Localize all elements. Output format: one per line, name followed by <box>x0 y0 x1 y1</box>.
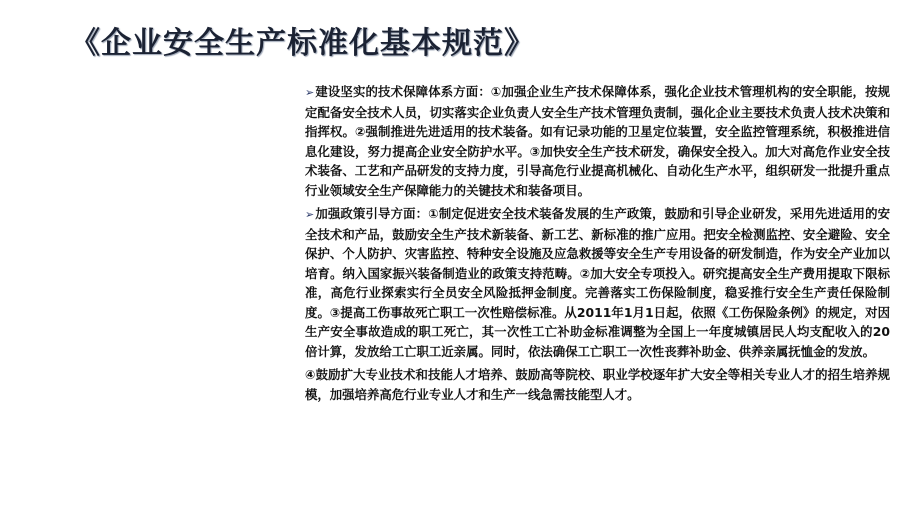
paragraph-policy-guidance <box>305 204 890 361</box>
paragraph-tech-support <box>305 82 890 200</box>
paragraph-text: 建设坚实的技术保障体系方面：①加强企业生产技术保障体系，强化企业技术管理机构的安全职能，按规定配备安全技术人员，切实落实企业负责人安全生产技术管理负责制，强化企业主要技术负责人技术决策和指挥权。②强制推进先进适用的技术装备。如有记录功能的卫星定位装置，安全监控管理系统，积极推进信息化建设，努力提高企业安全防护水平。③加快安全生产技术研发，确保安全投入。加大对高危作业安全技术装备、工艺和产品研发的支持力度，引导高危行业提高机械化、自动化生产水平，组织研发一批提升重点行业领域安全生产保障能力的关键技术和装备项目。 <box>305 84 890 198</box>
bullet-arrow-icon: ➢ <box>305 208 315 221</box>
paragraph-text: 加强政策引导方面：①制定促进安全技术装备发展的生产政策，鼓励和引导企业研发，采用先进适用的安全技术和产品，鼓励安全生产技术新装备、新工艺、新标准的推广应用。把安全检测监控、安全避险、安全保护、个人防护、灾害监控、特种安全设施及应急救援等安全生产专用设备的研发制造，作为安全产业加以培育。纳入国家振兴装备制造业的政策支持范畴。②加大安全专项投入。研究提高安全生产费用提取下限标准，高危行业探索实行全员安全风险抵押金制度。完善落实工伤保险制度，稳妥推行安全生产责任保险制度。③提高工伤事故死亡职工一次性赔偿标准。从2011年1月1日起，依照《工伤保险条例》的规定，对因生产安全事故造成的职工死亡，其一次性工亡补助金标准调整为全国上一年度城镇居民人均支配收入的20倍计算，发放给工亡职工近亲属。同时，依法确保工亡职工一次性丧葬补助金、供养亲属抚恤金的发放。 <box>305 206 890 359</box>
slide-title: 《企业安全生产标准化基本规范》 <box>70 26 535 61</box>
slide-content <box>305 82 890 408</box>
paragraph-talent-training <box>305 365 890 404</box>
paragraph-text: ④鼓励扩大专业技术和技能人才培养、鼓励高等院校、职业学校逐年扩大安全等相关专业人才的招生培养规模，加强培养高危行业专业人才和生产一线急需技能型人才。 <box>305 367 890 402</box>
bullet-arrow-icon: ➢ <box>305 86 315 99</box>
